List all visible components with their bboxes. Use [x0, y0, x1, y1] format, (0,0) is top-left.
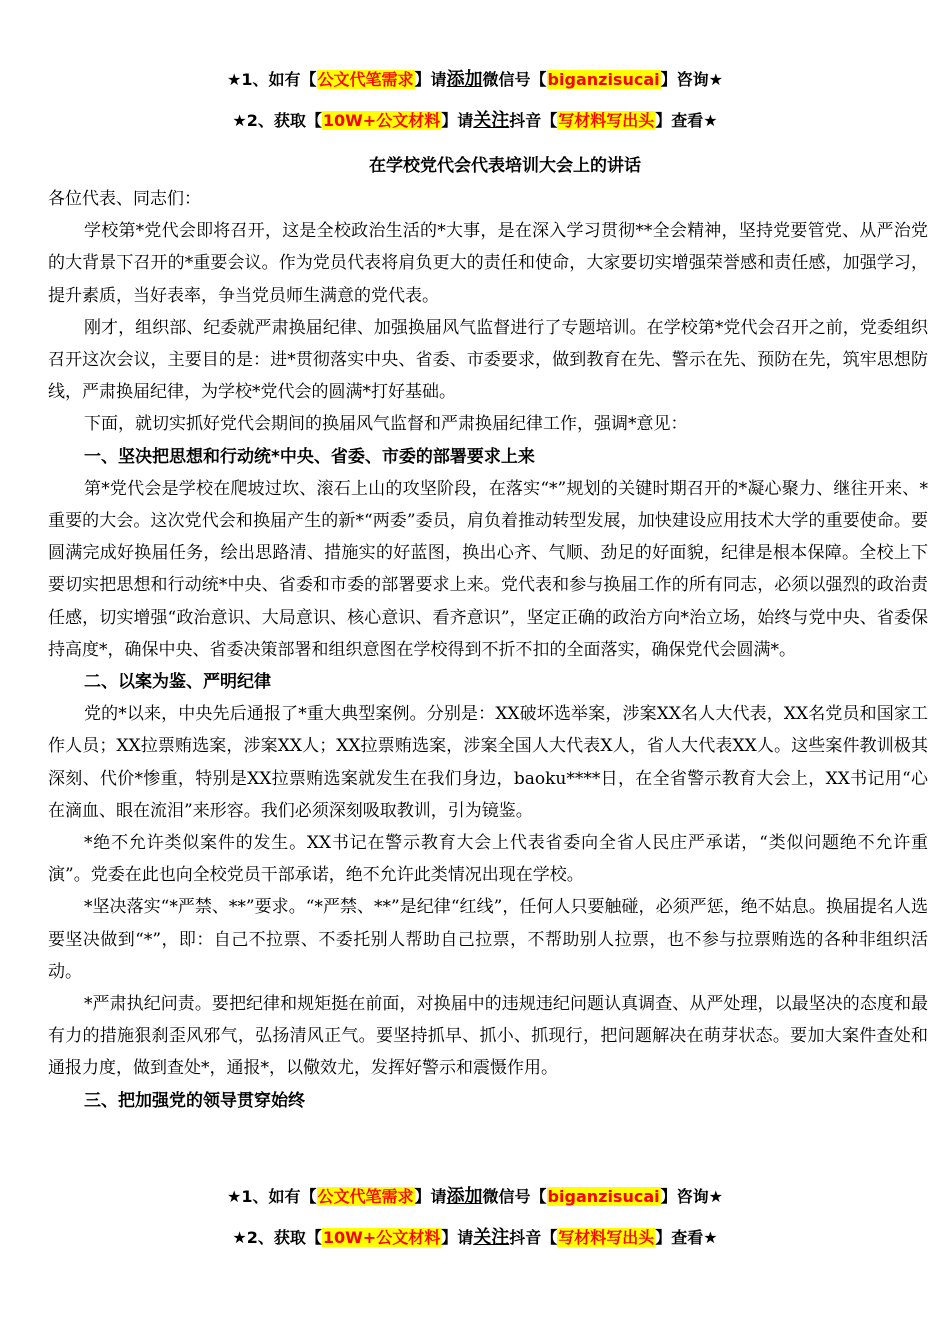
paragraph: 学校第*党代会即将召开，这是全校政治生活的*大事，是在深入学习贯彻**全会精神，坚持党要管党、从严治党的大背景下召开的*重要会议。作为党员代表将肩负更大的责任和使命，大家要切实增强荣誉感和责任感，加强学习，提升素质，当好表率，争当党员师生满意的党代表。: [48, 221, 928, 306]
paragraph: 下面，就切实抓好党代会期间的换届风气监督和严肃换届纪律工作，强调*意见：: [84, 414, 688, 435]
salutation: 各位代表、同志们：: [48, 189, 201, 209]
paragraph: 刚才，组织部、纪委就严肃换届纪律、加强换届风气监督进行了专题培训。在学校第*党代会召开之前，党委组织召开这次会议，主要目的是：进*贯彻落实中央、省委、市委要求，做到教育在先、警示在先、预防在先，筑牢思想防线，严肃换届纪律，为学校*党代会的圆满*打好基础。: [48, 317, 928, 403]
banner-highlight: 写材料写出头: [558, 111, 655, 130]
paragraph: 第*党代会是学校在爬坡过坎、滚石上山的攻坚阶段，在落实“*”规划的关键时期召开的*凝心聚力、继往开来、*重要的大会。这次党代会和换届产生的新*“两委”委员，肩负着推动转型发展，加快建设应用技术大学的重要使命。要圆满完成好换届任务，绘出思路清、措施实的好蓝图，换出心齐、气顺、劲足的好面貌，纪律是根本保障。全校上下要切实把思想和行动统*中央、省委和市委的部署要求上来。党代表和参与换届工作的所有同志，必须以强烈的政治责任感，切实增强“政治意识、大局意识、核心意识、看齐意识”，坚定正确的政治方向*治立场，始终与党中央、省委保持高度*，确保中央、省委决策部署和组织意图在学校得到不折不扣的全面落实，确保党代会圆满*。: [48, 478, 928, 660]
banner-text: 微信号【: [482, 1187, 547, 1206]
banner-underline: 添加: [446, 69, 483, 90]
banner-highlight: 公文代笔需求: [317, 1187, 414, 1206]
banner-text: 抖音【: [509, 1228, 558, 1247]
banner-underline: 关注: [473, 1227, 510, 1248]
banner-underline: 关注: [473, 110, 510, 131]
paragraph: *绝不允许类似案件的发生。XX书记在警示教育大会上代表省委向全省人民庄严承诺，“类似问题绝不允许重演”。党委在此也向全校党员干部承诺，绝不允许此类情况出现在学校。: [48, 833, 928, 886]
banner-highlight: 写材料写出头: [558, 1228, 655, 1247]
banner-highlight: 10W+公文材料: [322, 1228, 441, 1247]
paragraph: *严肃执纪问责。要把纪律和规矩挺在前面，对换届中的违规违纪问题认真调查、从严处理，以最坚决的态度和最有力的措施狠刹歪风邪气，弘扬清风正气。要坚持抓早、抓小、抓现行，把问题解决在萌芽状态。要加大案件查处和通报力度，做到查处*，通报*，以儆效尤，发挥好警示和震慑作用。: [48, 994, 928, 1079]
banner-text: ★1、如有【: [227, 70, 317, 89]
promo-banner-top-1: [0, 68, 950, 92]
banner-text: 】查看★: [655, 111, 718, 130]
banner-text: 】咨询★: [660, 70, 723, 89]
banner-text: 微信号【: [482, 70, 547, 89]
banner-text: 】请: [441, 111, 474, 130]
paragraph: *坚决落实“*严禁、**”要求。“*严禁、**”是纪律“红线”，任何人只要触碰，必须严惩，绝不姑息。换届提名人选要坚决做到“*”，即：自己不拉票、不委托别人帮助自己拉票，不帮助别人拉票，也不参与拉票贿选的各种非组织活动。: [48, 897, 928, 982]
banner-text: 】请: [414, 1187, 447, 1206]
banner-text: 抖音【: [509, 111, 558, 130]
banner-text: 】咨询★: [660, 1187, 723, 1206]
banner-text: ★1、如有【: [227, 1187, 317, 1206]
banner-text: 】请: [441, 1228, 474, 1247]
section-heading: 三、把加强党的领导贯穿始终: [84, 1090, 305, 1111]
document-body: [48, 183, 928, 1117]
banner-text: 】查看★: [655, 1228, 718, 1247]
banner-highlight: biganzisucai: [547, 1187, 660, 1206]
banner-text: 】请: [414, 70, 447, 89]
banner-highlight: biganzisucai: [547, 70, 660, 89]
banner-text: ★2、获取【: [232, 111, 322, 130]
section-heading: 一、坚决把思想和行动统*中央、省委、市委的部署要求上来: [84, 446, 535, 467]
promo-banner-top-2: [0, 109, 950, 133]
banner-highlight: 10W+公文材料: [322, 111, 441, 130]
document-title: 在学校党代会代表培训大会上的讲话: [369, 156, 641, 176]
promo-banner-bottom-1: [0, 1185, 950, 1209]
banner-highlight: 公文代笔需求: [317, 70, 414, 89]
banner-text: ★2、获取【: [232, 1228, 322, 1247]
paragraph: 党的*以来，中央先后通报了*重大典型案例。分别是：XX破坏选举案，涉案XX名人大代表，XX名党员和国家工作人员；XX拉票贿选案，涉案XX人；XX拉票贿选案，涉案全国人大代表X人，省人大代表XX人。这些案件教训极其深刻、代价*惨重，特别是XX拉票贿选案就发生在我们身边，baoku****日，在全省警示教育大会上，XX书记用“心在滴血、眼在流泪”来形容。我们必须深刻吸取教训，引为镜鉴。: [48, 704, 928, 821]
section-heading: 二、以案为鉴、严明纪律: [84, 672, 271, 693]
promo-banner-bottom-2: [0, 1226, 950, 1250]
banner-underline: 添加: [446, 1186, 483, 1207]
